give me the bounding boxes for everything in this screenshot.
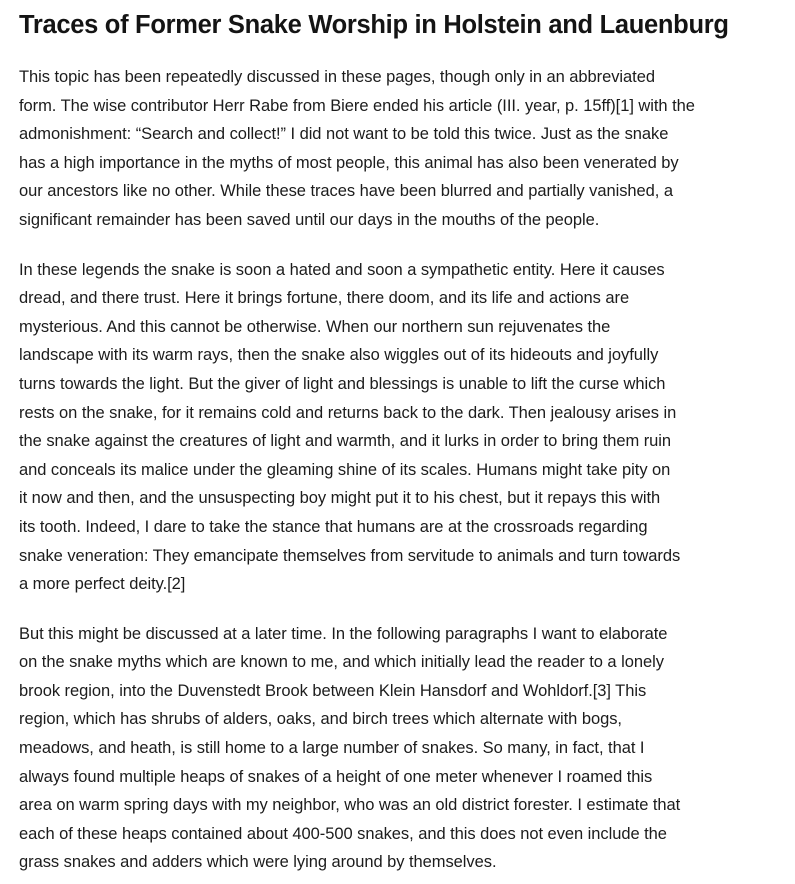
article: [19, 0, 764, 877]
paragraph-1: [19, 63, 764, 235]
text-line: grass snakes and adders which were lying around by themselves.: [19, 853, 497, 872]
text-line: In these legends the snake is soon a hated and soon a sympathetic entity. Here it causes: [19, 260, 665, 279]
text-line: rests on the snake, for it remains cold and returns back to the dark. Then jealousy arises in: [19, 403, 677, 422]
text-line: landscape with its warm rays, then the snake also wiggles out of its hideouts and joyfully: [19, 346, 659, 365]
text-line: This topic has been repeatedly discussed in these pages, though only in an abbreviated: [19, 68, 655, 86]
paragraph-2: [19, 256, 764, 599]
text-line: a more perfect deity.[2]: [19, 575, 186, 594]
text-line: always found multiple heaps of snakes of a height of one meter whenever I roamed this: [19, 767, 653, 786]
text-line: and conceals its malice under the gleaming shine of its scales. Humans might take pity on: [19, 460, 671, 479]
text-line: form. The wise contributor Herr Rabe from Biere ended his article (III. year, p. 15ff)[1] with the: [19, 96, 695, 115]
paragraph-3: [19, 620, 764, 877]
text-line: dread, and there trust. Here it brings fortune, there doom, and its life and actions are: [19, 289, 630, 308]
text-line: the snake against the creatures of light and warmth, and it lurks in order to bring them ruin: [19, 432, 672, 451]
text-line: snake veneration: They emancipate themselves from servitude to animals and turn towards: [19, 546, 681, 565]
text-line: on the snake myths which are known to me, and which initially lead the reader to a lonely: [19, 653, 664, 672]
text-line: significant remainder has been saved until our days in the mouths of the people.: [19, 210, 600, 229]
text-line: its tooth. Indeed, I dare to take the stance that humans are at the crossroads regarding: [19, 517, 648, 536]
text-line: it now and then, and the unsuspecting boy might put it to his chest, but it repays this with: [19, 489, 661, 508]
text-line: our ancestors like no other. While these traces have been blurred and partially vanished, a: [19, 182, 674, 201]
text-line: area on warm spring days with my neighbor, who was an old district forester. I estimate that: [19, 796, 681, 815]
text-line: admonishment: “Search and collect!” I did not want to be told this twice. Just as the snake: [19, 125, 669, 144]
text-line: mysterious. And this cannot be otherwise. When our northern sun rejuvenates the: [19, 317, 611, 336]
text-line: has a high importance in the myths of most people, this animal has also been venerated by: [19, 153, 679, 172]
text-line: turns towards the light. But the giver of light and blessings is unable to lift the curse which: [19, 374, 666, 393]
text-line: But this might be discussed at a later time. In the following paragraphs I want to elaborate: [19, 624, 668, 643]
article-title: Traces of Former Snake Worship in Holstein and Lauenburg: [19, 11, 729, 39]
text-line: region, which has shrubs of alders, oaks, and birch trees which alternate with bogs,: [19, 710, 622, 729]
text-line: meadows, and heath, is still home to a large number of snakes. So many, in fact, that I: [19, 739, 645, 758]
text-line: brook region, into the Duvenstedt Brook between Klein Hansdorf and Wohldorf.[3] This: [19, 681, 647, 700]
text-line: each of these heaps contained about 400-500 snakes, and this does not even include the: [19, 824, 667, 843]
